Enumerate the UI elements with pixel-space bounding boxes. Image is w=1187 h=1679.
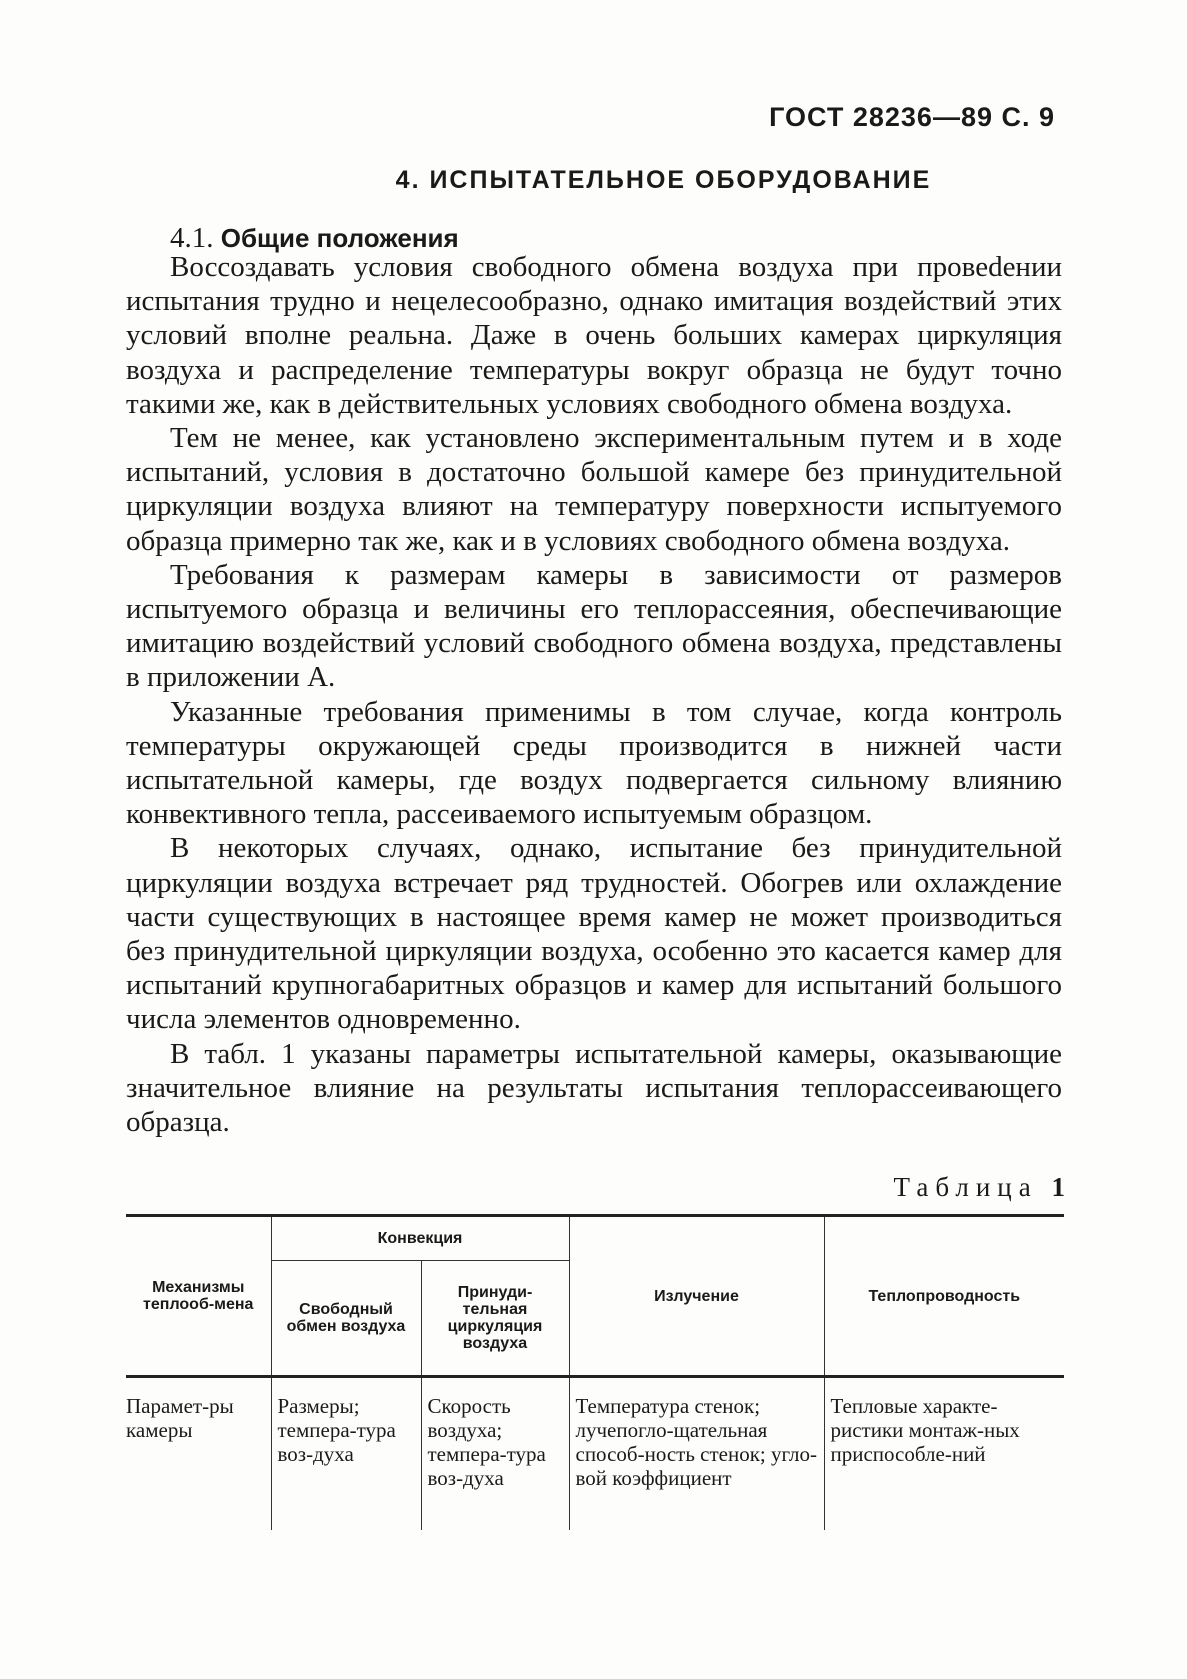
paragraph: В табл. 1 указаны параметры испытательной камеры, оказывающие значительное влияние на результаты испытания теплорассеивающего образца. bbox=[126, 1037, 1062, 1139]
header-conduction: Теплопроводность bbox=[824, 1216, 1064, 1377]
cell-radiation: Температура стенок; лучепогло-щательная способ-ность стенок; угло-вой коэффициент bbox=[569, 1377, 824, 1531]
table-caption bbox=[894, 1172, 1065, 1203]
paragraph: Воссоздавать условия свободного обмена воздуха при провеdении испытания трудно и нецелесообразно, однако имитация воздействий этих условий вполне реальна. Даже в очень больших камерах циркуляция воздуха и распределение температуры вокруг образца не будут точно такими же, как в действительных условиях свободного обмена воздуха. bbox=[126, 251, 1062, 420]
cell-conduction: Тепловые характе-ристики монтаж-ных приспособле-ний bbox=[824, 1377, 1064, 1531]
body-text bbox=[126, 250, 1062, 1139]
header-radiation: Излучение bbox=[569, 1216, 824, 1377]
paragraph: Указанные требования применимы в том случае, когда контроль температуры окружающей среды производится в нижней части испытательной камеры, где воздух подвергается сильному влиянию конвективного тепла, рассеиваемого испытуемым образцом. bbox=[126, 695, 1062, 831]
section-title-text: 4. ИСПЫТАТЕЛЬНОЕ ОБОРУДОВАНИЕ bbox=[395, 166, 932, 194]
header-forced-circulation: Принуди-тельная циркуляция воздуха bbox=[421, 1260, 569, 1376]
paragraph: Тем не менее, как установлено экспериментальным путем и в ходе испытаний, условия в достаточно большой камере без принудительной циркуляции воздуха влияют на температуру поверхности испытуемого образца примерно так же, как и в условиях свободного обмена воздуха. bbox=[126, 422, 1062, 557]
cell-free-exchange: Размеры; темпера-тура воз-духа bbox=[271, 1377, 421, 1531]
header-free-exchange: Свободный обмен воздуха bbox=[271, 1260, 421, 1376]
table-1 bbox=[126, 1214, 1064, 1530]
header-mechanisms: Механизмы теплооб-мена bbox=[126, 1216, 271, 1377]
subsection-number: 4.1. bbox=[170, 222, 214, 254]
table-row bbox=[126, 1377, 1064, 1531]
header-convection: Конвекция bbox=[271, 1216, 569, 1261]
cell-forced-circulation: Скорость воздуха; темпера-тура воз-духа bbox=[421, 1377, 569, 1531]
section-title bbox=[0, 166, 1187, 195]
paragraph: Требования к размерам камеры в зависимости от размеров испытуемого образца и величины его теплорассеяния, обеспечивающие имитацию воздействий условий свободного обмена воздуха, представлены в приложении А. bbox=[126, 558, 1062, 694]
page-header: ГОСТ 28236—89 С. 9 bbox=[769, 102, 1055, 132]
paragraph: В некоторых случаях, однако, испытание без принудительной циркуляции воздуха встречает ряд трудностей. Обогрев или охлаждение части существующих в настоящее время камер не может производиться без принудительной циркуляции воздуха, особенно это касается камер для испытаний крупногабаритных образцов и камер для испытаний большого числа элементов одновременно. bbox=[126, 832, 1062, 1036]
subsection-title: Общие положения bbox=[220, 223, 459, 253]
table-caption-number: 1 bbox=[1051, 1172, 1065, 1202]
table-caption-word: Таблица bbox=[893, 1172, 1038, 1202]
cell-row-label: Парамет-ры камеры bbox=[126, 1377, 271, 1531]
